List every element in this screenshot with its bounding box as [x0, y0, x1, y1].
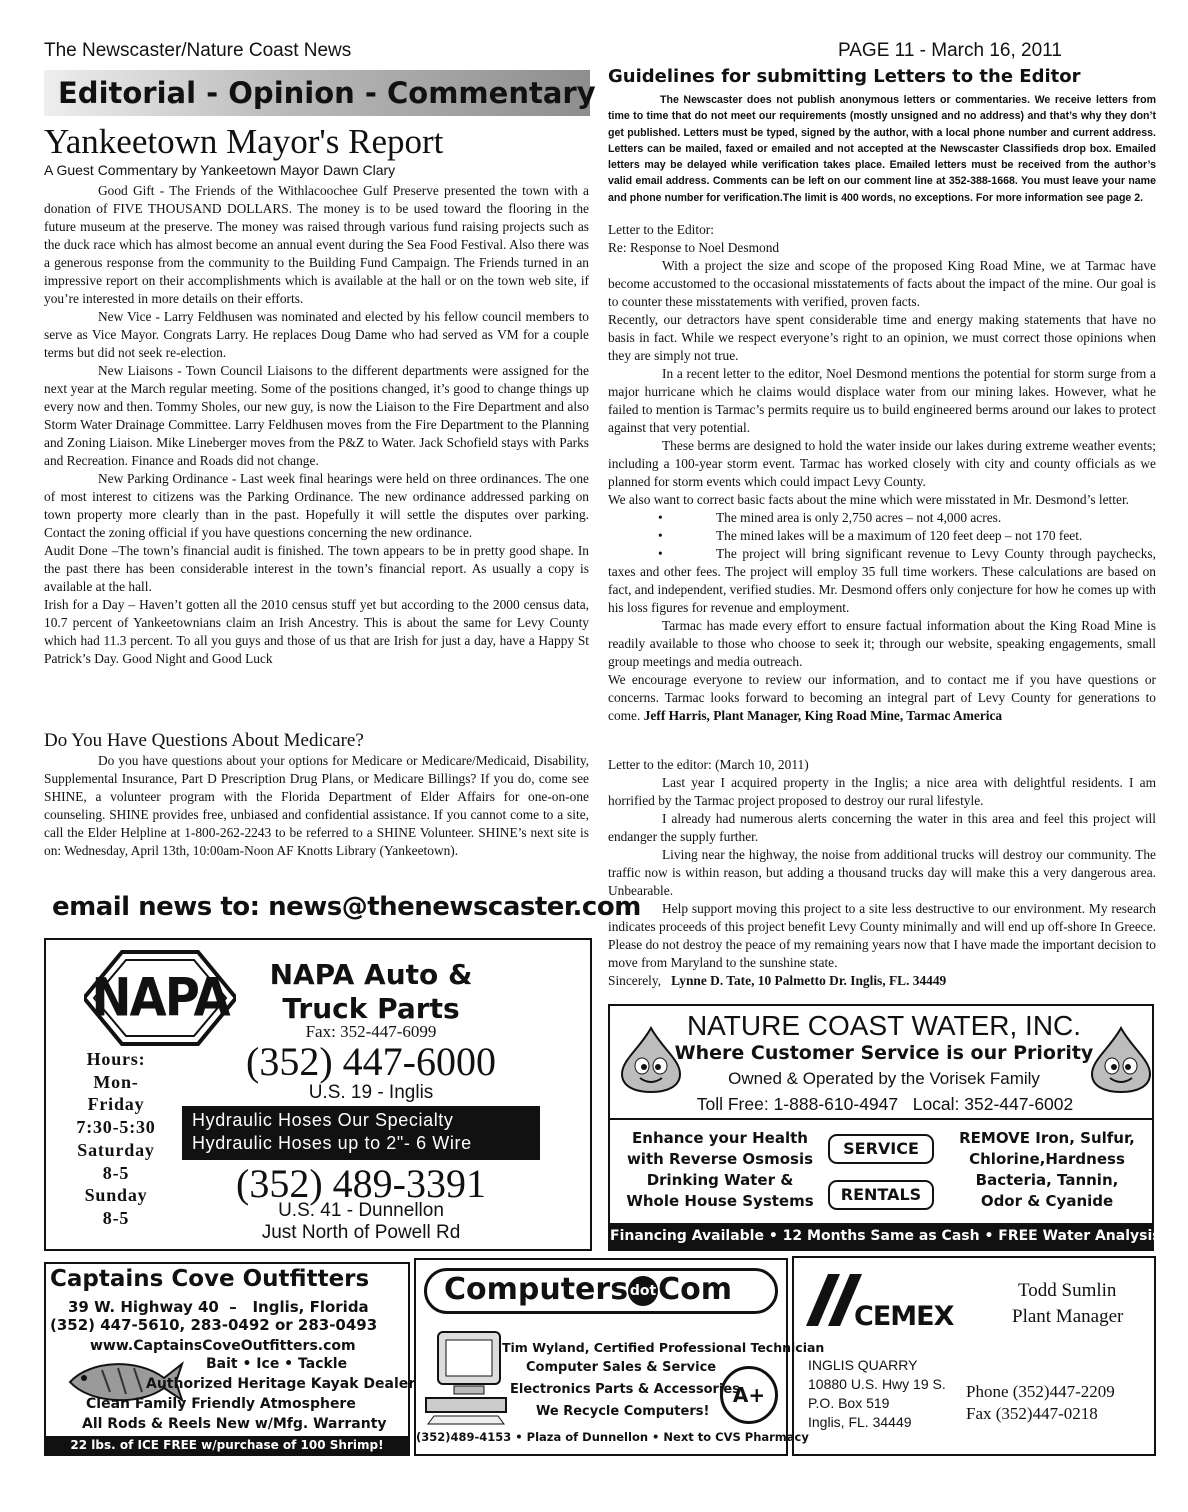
paragraph: With a project the size and scope of the proposed King Road Mine, we at Tarmac have become accustomed to the occasional misstatements of facts about the impact of the mine. Our goal is to counter these misstatements with verified, proven facts. [608, 258, 1156, 309]
napa-location-note: Just North of Powell Rd [261, 1222, 461, 1243]
computers-tech: Tim Wyland, Certified Professional Technician [502, 1340, 825, 1355]
paragraph: Last year I acquired property in the Inglis; a nice area with delightful residents. I am horrified by the Tarmac project proposed to destroy our rural lifestyle. [608, 775, 1156, 808]
paragraph: In a recent letter to the editor, Noel Desmond mentions the potential for storm surge from a major hurricane which he claims would displace water from our mining lakes. However, what he failed to mention is Tarmac’s permits require us to build engineered berms around our lakes to protect against that very potential. [608, 366, 1156, 435]
bullet-icon: • [658, 510, 663, 525]
a-plus-certified-badge: A+ [720, 1366, 778, 1424]
napa-phone-dunnellon[interactable]: (352) 489-3391 [236, 1161, 486, 1206]
computers-logo: Computers dotCom [444, 1272, 732, 1307]
water-owned: Owned & Operated by the Vorisek Family [728, 1069, 1040, 1088]
letter-signature: Jeff Harris, Plant Manager, King Road Mine, Tarmac America [643, 708, 1003, 723]
water-financing-bar: Financing Available • 12 Months Same as Cash • FREE Water Analysis [610, 1223, 1152, 1249]
paragraph: Help support moving this project to a site less destructive to our environment. My research indicates proceeds of this project benefit Levy County minimally and will end up off-shore In Greece. Please do not destroy the peace of my remaining years now that I have made the important decision to move from Maryland to the sunshine state. [608, 901, 1156, 970]
paragraph: Audit Done –The town’s financial audit is finished. The town appears to be in pretty good shape. In the past there has been considerable interest in the town’s financial report. As usually a copy is available at the hall. [44, 543, 589, 594]
paragraph: These berms are designed to hold the water inside our lakes during extreme weather events; including a 100-year storm event. Tarmac has worked closely with city and county officials as we planned for storm events which could impact Levy County. [608, 438, 1156, 489]
bullet-icon: • [658, 528, 663, 543]
letter-salutation: Letter to the editor: (March 10, 2011) [608, 757, 809, 772]
bullet-item: • The mined area is only 2,750 acres – not 4,000 acres. [658, 510, 1002, 525]
paragraph: We encourage everyone to review our information, and to contact me if you have questions or concerns. Tarmac looks forward to becoming an integral part of Levy County for generations to come. Jeff Harris, Plant Manager, King Road Mine, Tarmac America [608, 672, 1156, 723]
paragraph: Recently, our detractors have spent considerable time and energy making statements that have no basis in fact. While we respect everyone’s right to an opinion, we must correct those opinions when they are simply not true. [608, 312, 1156, 363]
computers-line2: Electronics Parts & Accessories [510, 1382, 740, 1397]
guidelines-title: Guidelines for submitting Letters to the Editor [608, 66, 1081, 87]
water-ro-text: Enhance your Health with Reverse Osmosis Drinking Water & Whole House Systems [626, 1129, 814, 1210]
cemex-fax: Fax (352)447-0218 [966, 1404, 1098, 1423]
captains-line3: Clean Family Friendly Atmosphere [86, 1396, 356, 1412]
captains-address: 39 W. Highway 40 – Inglis, Florida [68, 1298, 369, 1316]
letter-inglis [608, 756, 1156, 990]
water-title: NATURE COAST WATER, INC. [686, 1010, 1082, 1041]
captains-line4: All Rods & Reels New w/Mfg. Warranty [82, 1416, 387, 1432]
napa-title: NAPA Auto & Truck Parts [269, 958, 473, 1025]
paragraph: Do you have questions about your options for Medicare or Medicare/Medicaid, Disability, Supplemental Insurance, Part D Prescription Drug Plans, or Medicare Billings? If you do, come see SHINE, a volunteer program with the Florida Department of Elder Affairs for one-on-one counseling. SHINE provides free, unbiased and confidential assistance. If you cannot come to a site, call the Elder Helpline at 1-800-262-2243 to be referred to a SHINE Volunteer. SHINE’s next site is on: Wednesday, April 13th, 10:00am-Noon AF Knotts Library (Yankeetown). [44, 753, 589, 858]
computers-line3: We Recycle Computers! [536, 1404, 710, 1419]
napa-location-inglis: U.S. 19 - Inglis [308, 1082, 434, 1103]
page-date: PAGE 11 - March 16, 2011 [838, 40, 1062, 61]
napa-ad[interactable] [44, 938, 592, 1251]
paragraph: Living near the highway, the noise from additional trucks will destroy our community. The traffic now is within reason, but adding a thousand trucks day will make this a very dangerous area. Unbearable. [608, 847, 1156, 898]
paragraph: New Parking Ordinance - Last week final hearings were held on three ordinances. The one of most interest to citizens was the Parking Ordinance. The new ordinance addressed parking on town property more clearly than in the past. Hopefully it will settle the disputes over parking. Contact the zoning official if you have questions concerning the new ordinance. [44, 471, 589, 540]
service-badge: SERVICE [828, 1134, 934, 1164]
computer-icon [424, 1328, 510, 1426]
napa-fax: Fax: 352-447-6099 [305, 1022, 437, 1041]
captains-title: Captains Cove Outfitters [50, 1266, 370, 1292]
rentals-badge: RENTALS [828, 1180, 934, 1210]
water-ad[interactable] [608, 1004, 1161, 1251]
captains-line1: Bait • Ice • Tackle [206, 1356, 348, 1372]
mayor-report-byline: A Guest Commentary by Yankeetown Mayor Dawn Clary [44, 162, 396, 178]
water-phones[interactable]: Toll Free: 1-888-610-4947 Local: 352-447-6002 [696, 1094, 1074, 1114]
captains-promo-bar: 22 lbs. of ICE FREE w/purchase of 100 Shrimp! [46, 1436, 408, 1454]
paragraph: New Liaisons - Town Council Liaisons to the different departments were assigned for the next year at the March regular meeting. Some of the positions changed, it’s good to change things up every now and then. Tommy Sholes, our new guy, is now the Liaison to the Fire Department and also Storm Water Drainage Committee. Larry Feldhusen moves from the Fire Department to the Planning and Zoning Liaison. Mike Lineberger moves from the P&Z to Water. Jack Schofield stays with Parks and Recreation. Finance and Roads did not change. [44, 363, 589, 468]
captains-website-link[interactable]: www.CaptainsCoveOutfitters.com [90, 1338, 356, 1354]
guidelines-body [608, 92, 1156, 206]
napa-hours: Hours: Mon- Friday 7:30-5:30 Saturday 8-5 Sunday 8-5 [76, 1049, 156, 1228]
bullet-item: • The mined lakes will be a maximum of 120 feet deep – not 170 feet. [658, 528, 1083, 543]
water-slogan: Where Customer Service is our Priority [674, 1042, 1094, 1064]
cemex-ad[interactable] [792, 1256, 1156, 1456]
captains-cove-ad[interactable] [44, 1262, 416, 1456]
section-banner [44, 70, 596, 116]
napa-location-dunnellon: U.S. 41 - Dunnellon [278, 1200, 444, 1221]
water-remove-text: REMOVE Iron, Sulfur, Chlorine,Hardness Bacteria, Tannin, Odor & Cyanide [959, 1129, 1135, 1210]
letter-tarmac [608, 221, 1156, 725]
medicare-body [44, 752, 589, 860]
guidelines-text: The Newscaster does not publish anonymous letters or commentaries. We receive letters from time to time that do not meet our requirements (mostly unsigned and no address) and that’s why they don’t get published. Letters must be typed, signed by the author, with a local phone number and current address. Letters can be mailed, faxed or emailed and not accepted at the Newscaster Classifieds drop box. Emailed letters may be delayed while verification takes place. Emailed letters must be received from the author’s valid email address. Comments can be left on our comment line at 352-388-1668. You must leave your name and phone number for verification.The limit is 400 words, no exceptions. For more information see page 2. [608, 94, 1156, 204]
cemex-contact-role: Plant Manager [1012, 1306, 1124, 1327]
bullet-item: • The project will bring significant revenue to Levy County through paychecks, taxes and other fees. The project will employ 35 full time workers. These calculations are based on fact, and independent, verified studies. Mr. Desmond offers only conjecture for how he comes up with his loss figures for revenue and employment. [608, 546, 1156, 615]
water-divider [610, 1118, 1152, 1120]
computers-line1: Computer Sales & Service [526, 1360, 717, 1375]
email-news-line[interactable]: email news to: news@thenewscaster.com [52, 892, 641, 922]
paragraph: New Vice - Larry Feldhusen was nominated and elected by his fellow council members to serve as Vice Mayor. Congrats Larry. He replaces Doug Dame who had served as VM for a couple terms but did not seek re-election. [44, 309, 589, 360]
medicare-title: Do You Have Questions About Medicare? [44, 730, 364, 751]
captains-phones[interactable]: (352) 447-5610, 283-0492 or 283-0493 [50, 1316, 378, 1334]
paragraph: Irish for a Day – Haven’t gotten all the 2010 census stuff yet but according to the 2000 census data, 10.7 percent of Yankeetownians claim an Irish Ancestry. This is about the same for Levy County which had 11.3 percent. To all you guys and those of us that are Irish for just a day, have a Happy St Patrick’s Day. Good Night and Good Luck [44, 597, 589, 666]
paragraph: We also want to correct basic facts about the mine which were misstated in Mr. Desmond’s letter. [608, 492, 1130, 507]
computers-footer: (352)489-4153 • Plaza of Dunnellon • Next to CVS Pharmacy [416, 1430, 809, 1444]
paragraph: Tarmac has made every effort to ensure factual information about the King Road Mine is readily available to those who choose to seek it; through our website, speaking engagements, small group meetings and media outreach. [608, 618, 1156, 669]
cemex-contact-name: Todd Sumlin [1018, 1280, 1117, 1301]
paragraph: I already had numerous alerts concerning the water in this area and feel this project will endanger the supply further. [608, 811, 1156, 844]
cemex-address: INGLIS QUARRY 10880 U.S. Hwy 19 S. P.O. Box 519 Inglis, FL. 34449 [808, 1357, 946, 1430]
letter-salutation: Letter to the Editor: [608, 222, 714, 237]
letter-re: Re: Response to Noel Desmond [608, 240, 780, 255]
mayor-report-title: Yankeetown Mayor's Report [44, 122, 444, 161]
cemex-phone[interactable]: Phone (352)447-2209 [966, 1382, 1115, 1401]
paragraph: Sincerely, Lynne D. Tate, 10 Palmetto Dr. Inglis, FL. 34449 [608, 973, 947, 988]
napa-logo-text: NAPA [91, 967, 229, 1029]
cemex-logo: CEMEX [854, 1301, 954, 1332]
mayor-report-body [44, 182, 589, 668]
captains-line2: Authorized Heritage Kayak Dealer [146, 1376, 416, 1392]
napa-phone-inglis[interactable]: (352) 447-6000 [246, 1039, 496, 1084]
dot-badge: dot [628, 1276, 658, 1306]
paragraph: Good Gift - The Friends of the Withlacoochee Gulf Preserve presented the town with a donation of FIVE THOUSAND DOLLARS. The money is to be used toward the flooring in the future museum at the preserve. The money was raised through various fund raising projects such as the duck race which has almost become an annual event during the Sea Food Festival. Also there was a generous response from the community to the Building Fund Campaign. The Friends turned in an impressive report on their accomplishments which is available at the hall or on the town web site, if you’re interested in more details on their efforts. [44, 183, 589, 306]
computers-ad[interactable] [414, 1258, 825, 1456]
letter-signature: Lynne D. Tate, 10 Palmetto Dr. Inglis, FL. 34449 [671, 973, 947, 988]
section-banner-text: Editorial - Opinion - Commentary [58, 76, 596, 110]
napa-hoses-bar: Hydraulic Hoses Our Specialty Hydraulic Hoses up to 2"- 6 Wire [182, 1106, 540, 1160]
newspaper-name: The Newscaster/Nature Coast News [44, 40, 352, 61]
water-drop-mascot-icon [1088, 1026, 1154, 1094]
bullet-icon: • [658, 546, 663, 561]
